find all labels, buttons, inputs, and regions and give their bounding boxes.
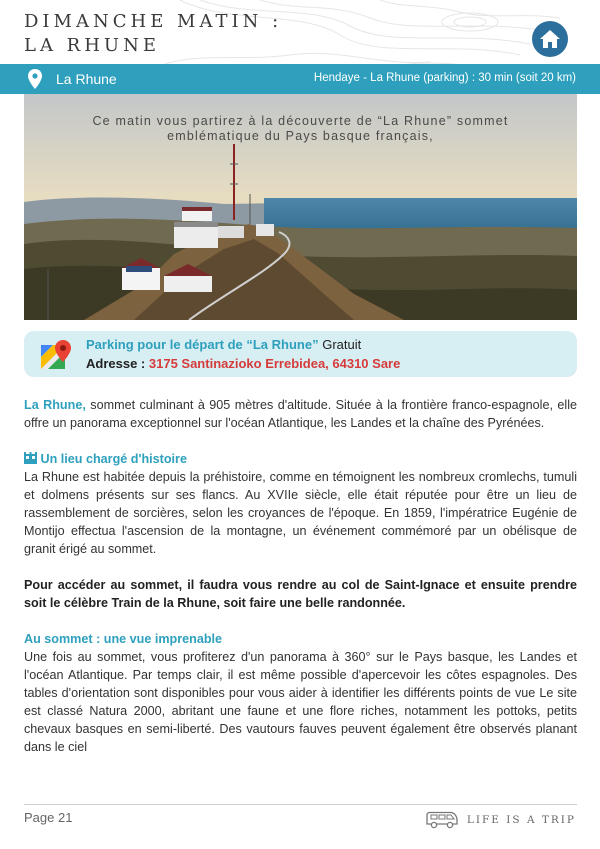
address-value[interactable]: 3175 Santinazioko Errebidea, 64310 Sare	[148, 356, 401, 371]
history-paragraph: La Rhune est habitée depuis la préhistoire, comme en témoignent les nombreux cromlechs, tumuli et dolmens présents sur ses flancs. Au XVIIe siècle, elle était réputée pour être un lieu de rassemblement de sorcières, selon les croyances de l'époque. En 1859, l'impératrice Eugénie de Montijo effectua l'ascension de la montagne, un événement commémoré par un obélisque de granit érigé au sommet.	[24, 470, 577, 556]
parking-info-box	[24, 331, 577, 377]
parking-title: Parking pour le départ de “La Rhune”	[86, 337, 319, 352]
hero-image	[24, 94, 577, 320]
footer-divider	[24, 804, 577, 805]
footer-brand	[425, 811, 576, 829]
history-heading-text: Un lieu chargé d'histoire	[40, 452, 187, 466]
intro-paragraph	[24, 396, 577, 432]
access-paragraph: Pour accéder au sommet, il faudra vous rendre au col de Saint-Ignace et ensuite prendre soit le célèbre Train de la Rhune, soit faire une belle randonnée.	[24, 578, 577, 610]
hero-caption-line-2: emblématique du Pays basque français,	[167, 129, 434, 143]
home-icon	[539, 29, 561, 49]
google-maps-icon[interactable]	[41, 340, 73, 370]
location-pin-icon	[28, 69, 42, 89]
summit-paragraph: Une fois au sommet, vous profiterez d'un panorama à 360° sur le Pays basque, les Landes et l'océan Atlantique. Par temps clair, il est même possible d'apercevoir les côtes espagnoles. Des tables d'orientation sont disponibles pour vous aider à identifier les différents points de vue Le site est classé Natura 2000, abritant une faune et une flore riches, notamment les pottoks, petits chevaux basques en semi-liberté. Des vautours fauves peuvent également être observés planant dans le ciel	[24, 650, 577, 754]
location-bar	[0, 64, 600, 94]
page-number: Page 21	[24, 810, 73, 825]
title-line-2: LA RHUNE	[24, 35, 160, 56]
route-info: Hendaye - La Rhune (parking) : 30 min (soit 20 km)	[313, 72, 576, 84]
hero-caption	[24, 114, 577, 144]
home-button[interactable]	[532, 21, 568, 57]
history-heading	[24, 450, 577, 468]
location-name: La Rhune	[56, 71, 117, 87]
address-line	[86, 356, 400, 371]
brand-text: LIFE IS A TRIP	[466, 814, 576, 826]
address-label: Adresse :	[86, 356, 146, 371]
castle-icon	[24, 452, 37, 464]
summit-heading: Au sommet : une vue imprenable	[24, 632, 223, 646]
page-title	[24, 10, 282, 58]
main-content	[24, 396, 577, 756]
parking-price: Gratuit	[322, 337, 362, 352]
intro-lead: La Rhune,	[24, 398, 86, 412]
parking-line	[86, 337, 361, 352]
intro-text: sommet culminant à 905 mètres d'altitude. Située à la frontière franco-espagnole, elle offre un panorama exceptionnel sur l'océan Atlantique, les Landes et la chaîne des Pyrénées.	[24, 398, 578, 430]
hero-caption-line-1: Ce matin vous partirez à la découverte de “La Rhune” sommet	[92, 114, 509, 128]
van-icon	[425, 811, 459, 829]
title-line-1: DIMANCHE MATIN :	[24, 11, 283, 32]
